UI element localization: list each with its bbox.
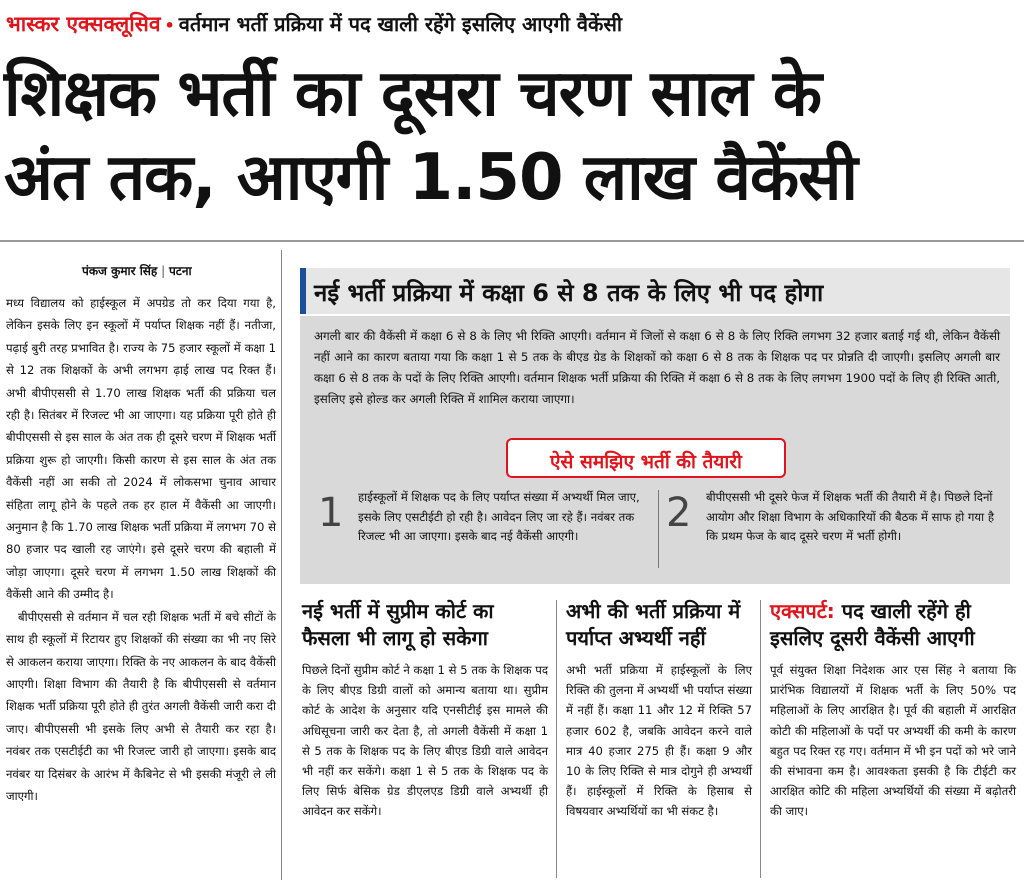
kicker [6, 10, 622, 40]
left-paragraph-1: मध्य विद्यालय को हाईस्कूल में अपग्रेड तो कर दिया गया है, लेकिन इसके लिए इन स्कूलों में पर्याप्त शिक्षक नहीं हैं। नतीजा, पढ़ाई बुरी तरह प्रभावित है। राज्य के 75 हजार स्कूलों में कक्षा 1 से 12 तक शिक्षकों के अभी लगभग ढ़ाई लाख पद रिक्त हैं। अभी बीपीएससी से 1.70 लाख शिक्षक भर्ती की प्रक्रिया चल रही है। सितंबर में रिजल्ट भी आ जाएगा। यह प्रक्रिया पूरी होते ही बीपीएससी से इस साल के अंत तक ही दूसरे चरण में शिक्षक भर्ती प्रक्रिया शुरू हो जाएगी। किसी कारण से इस साल के अंत तक वैकेंसी नहीं आ सकी तो 2024 में लोकसभा चुनाव आचार संहिता लागू होने के पहले तक हर हाल में वैकेंसी आ जाएगी। अनुमान है कि 1.70 लाख शिक्षक भर्ती प्रक्रिया में लगभग 70 से 80 हजार पद खाली रह जाएंगे। इसे दूसरे चरण की बहाली में जोड़ा जाएगा। दूसरे चरण में लगभग 1.50 लाख शिक्षकों की वैकेंसी आने की उम्मीद है। [6, 296, 276, 602]
headline [4, 52, 1020, 220]
bottom-column-2-text: अभी भर्ती प्रक्रिया में हाईस्कूलों के लिए रिक्ति की तुलना में अभ्यर्थी भी पर्याप्त संख्या में नहीं हैं। कक्षा 11 और 12 में रिक्ति 57 हजार 602 है, जबकि आवेदन करने वाले मात्र 40 हजार 275 ही हैं। कक्षा 9 और 10 के लिए रिक्ति से मात्र दोगुने ही अभ्यर्थी हैं। हाईस्कूलों में रिक्ति के हिसाब से विषयवार अभ्यर्थियों का भी संकट है। [566, 663, 752, 819]
panel-intro: अगली बार की वैकेंसी में कक्षा 6 से 8 के लिए भी रिक्ति आएगी। वर्तमान में जिलों से कक्षा 6 से 8 के लिए रिक्ति लगभग 32 हजार बताई गई थी, लेकिन वैकेंसी नहीं आने का कारण बताया गया कि कक्षा 1 से 5 तक के बीएड ग्रेड के शिक्षकों को कक्षा 6 से 8 तक के शिक्षक पद पर प्रोन्नति दी जाएगी। इसलिए अगली बार कक्षा 6 से 8 तक के पदों के लिए रिक्ति आएगी। वर्तमान शिक्षक भर्ती प्रक्रिया की रिक्ति में कक्षा 6 से 8 तक के लिए लगभग 1900 पदों के लिए ही रिक्ति आती, इसलिए इसे होल्ड कर अगली रिक्ति में शामिल कराया जाएगा। [314, 329, 1000, 406]
byline [82, 262, 192, 279]
bottom-column-2-title: अभी की भर्ती प्रक्रिया में पर्याप्त अभ्यर्थी नहीं [566, 599, 741, 650]
pill-label: ऐसे समझिए भर्ती की तैयारी [550, 451, 742, 473]
step-1 [318, 486, 638, 572]
bottom-column-1-text: पिछले दिनों सुप्रीम कोर्ट ने कक्षा 1 से 5 तक के शिक्षक पद के लिए बीएड डिग्री वालों को अमान्य बताया था। सुप्रीम कोर्ट के आदेश के अनुसार यदि एनसीटीई इस मामले की अधिसूचना जारी कर देता है, तो अगली वैकेंसी में कक्षा 1 से 5 तक के शिक्षक पद के लिए बीएड डिग्री वाले आवेदन भी नहीं कर सकेंगे। कक्षा 1 से 5 तक के शिक्षक पद के लिए सिर्फ बेसिक ग्रेड डीएलएड डिग्री वाले अभ्यर्थी ही आवेदन कर सकेंगे। [302, 663, 548, 819]
step-divider [658, 490, 659, 568]
bottom-column-2 [566, 598, 752, 822]
bottom-column-1 [302, 598, 548, 822]
step-2-text: बीपीएससी भी दूसरे फेज में शिक्षक भर्ती की तैयारी में है। पिछले दिनों आयोग और शिक्षा विभाग के अधिकारियों की बैठक में साफ हो गया है कि प्रथम फेज के बाद दूसरे चरण में भर्ती होगी। [706, 490, 994, 543]
step-2 [666, 486, 994, 572]
subhead-text: नई भर्ती प्रक्रिया में कक्षा 6 से 8 तक के लिए भी पद होगा [314, 279, 824, 307]
top-rule [0, 240, 1024, 242]
byline-separator: | [157, 264, 169, 278]
explainer-pill [506, 438, 786, 478]
column-divider [281, 250, 282, 880]
left-column [6, 292, 276, 807]
bottom-column-3-text: पूर्व संयुक्त शिक्षा निदेशक आर एस सिंह ने बताया कि प्रारंभिक विद्यालयों में शिक्षक भर्ती के लिए 50% पद महिलाओं के लिए आरक्षित है। पूर्व की बहाली में आरक्षित कोटी की महिलाओं के पदों पर अभ्यर्थी की कमी के कारण बहुत पद रिक्त रह गए। वर्तमान में भी इन पदों को भरे जाने की संभावना कम है। आवश्कता इसकी है कि टीईटी कर आरक्षित कोटि की महिला अभ्यर्थियों की संख्या में बढ़ोतरी की जाए। [770, 663, 1016, 819]
bottom-column-3 [770, 598, 1016, 822]
step-1-text: हाईस्कूलों में शिक्षक पद के लिए पर्याप्त संख्या में अभ्यर्थी मिल जाए, इसके लिए एसटीईटी हो रही है। आवेदन लिए जा रहे हैं। नवंबर तक रिजल्ट भी आ जाएगा। इसके बाद नई वैकेंसी आएगी। [358, 490, 640, 543]
dateline-place: पटना [168, 264, 192, 278]
left-paragraph-2: बीपीएससी से वर्तमान में चल रही शिक्षक भर्ती में बचे सीटों के साथ ही स्कूलों में रिटायर हुए शिक्षकों की संख्या का भी नए सिरे से आकलन कराया जाएगा। रिक्ति के नए आकलन के बाद वैकेंसी आएगी। शिक्षा विभाग की तैयारी है कि बीपीएससी से वर्तमान शिक्षक भर्ती प्रक्रिया पूरी होते ही तुरंत अगली वैकेंसी जारी करा दी जाए। बीपीएससी भी इसके लिए अभी से तैयारी कर रहा है। नवंबर तक एसटीईटी का भी रिजल्ट जारी हो जाएगा। इसके बाद नवंबर या दिसंबर के आरंभ में कैबिनेट से भी इसकी मंजूरी ले ली जाएगी। [6, 609, 276, 803]
bullet-dot: • [164, 16, 175, 35]
kicker-line: वर्तमान भर्ती प्रक्रिया में पद खाली रहेंगे इसलिए आएगी वैकेंसी [178, 12, 623, 36]
step-2-number: 2 [666, 490, 692, 536]
brand-label: भास्कर एक्सक्लूसिव [6, 12, 161, 36]
bottom-column-3-title [770, 598, 1016, 652]
bottom-divider-1 [556, 600, 557, 878]
box-subhead [300, 268, 1010, 314]
step-1-number: 1 [318, 490, 344, 536]
expert-title: पद खाली रहेंगे ही इसलिए दूसरी वैकेंसी आएगी [770, 599, 975, 650]
headline-line-2: अंत तक, आएगी 1.50 लाख वैकेंसी [4, 141, 857, 215]
bottom-column-1-title: नई भर्ती में सुप्रीम कोर्ट का फैसला भी लागू हो सकेगा [302, 599, 494, 650]
bottom-divider-2 [760, 600, 761, 878]
headline-line-1: शिक्षक भर्ती का दूसरा चरण साल के [4, 57, 822, 131]
expert-label: एक्सपर्ट: [770, 599, 835, 623]
author-name: पंकज कुमार सिंह [82, 264, 158, 278]
subhead-accent-bar [300, 268, 306, 314]
